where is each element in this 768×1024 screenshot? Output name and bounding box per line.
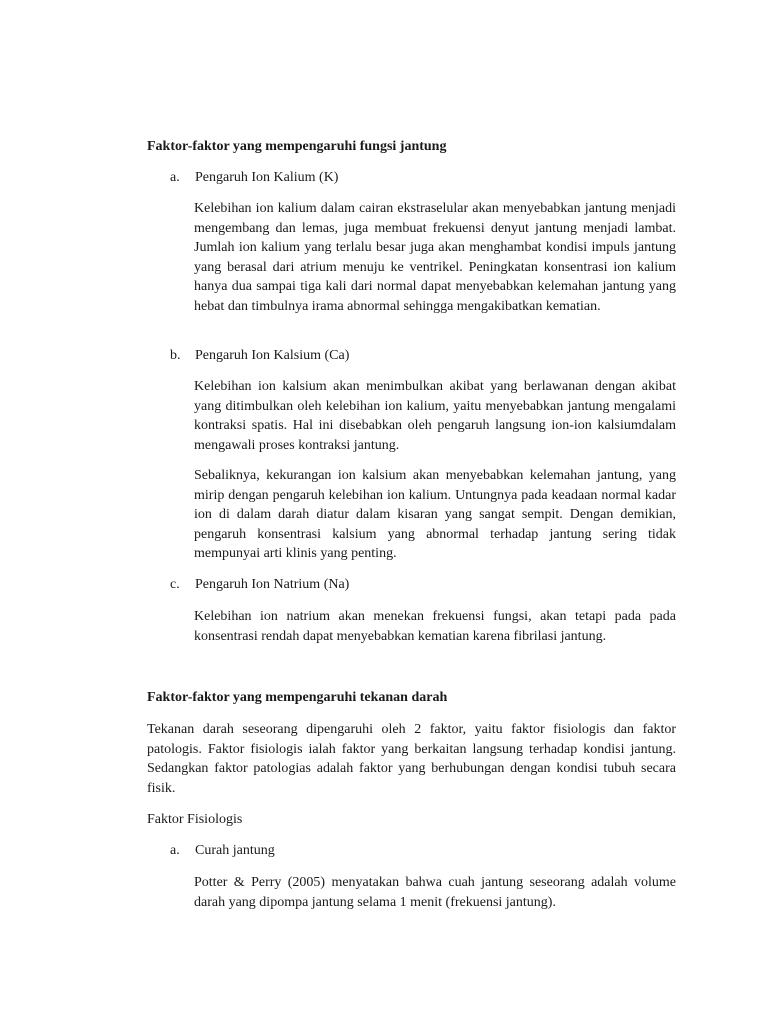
list-item-label: Curah jantung [195,843,275,858]
list-marker: b. [170,348,181,363]
list-marker: a. [170,843,180,858]
list-item-label: Pengaruh Ion Kalsium (Ca) [195,348,350,363]
list-item-label: Pengaruh Ion Natrium (Na) [195,577,350,592]
list-marker: c. [170,577,180,592]
paragraph-curah-jantung: Potter & Perry (2005) menyatakan bahwa cuah jantung seseorang adalah volume darah yang dipompa jantung selama 1 menit (frekuensi jantung). [194,875,676,910]
section-heading-fungsi-jantung: Faktor-faktor yang mempengaruhi fungsi jantung [147,139,447,154]
paragraph-tekanan-darah-intro: Tekanan darah seseorang dipengaruhi oleh 2 faktor, yaitu faktor fisiologis dan faktor patologis. Faktor fisiologis ialah faktor yang berkaitan langsung terhadap kondisi jantung. Sedangkan faktor patologias adalah faktor yang berhubungan dengan kondisi tubuh secara fisik. [147,722,676,796]
list-item-curah-jantung [170,841,470,861]
section-heading-tekanan-darah: Faktor-faktor yang mempengaruhi tekanan darah [147,690,448,705]
paragraph-kalsium-2: Sebaliknya, kekurangan ion kalsium akan menyebabkan kelemahan jantung, yang mirip dengan pengaruh kelebihan ion kalium. Untungnya pada keadaan normal kadar ion di dalam darah diatur dalam kisaran yang sangat sempit. Dengan demikian, pengaruh konsentrasi kalsium yang abnormal terhadap jantung sering tidak mempunyai arti klinis yang penting. [194,468,676,561]
paragraph-kalium: Kelebihan ion kalium dalam cairan ekstraselular akan menyebabkan jantung menjadi mengembang dan lemas, juga membuat frekuensi denyut jantung menjadi lambat. Jumlah ion kalium yang terlalu besar juga akan menghambat kondisi impuls jantung yang berasal dari atrium menuju ke ventrikel. Peningkatan konsentrasi ion kalium hanya dua sampai tiga kali dari normal dapat menyebabkan kelemahan jantung yang hebat dan timbulnya irama abnormal sehingga mengakibatkan kematian. [194,201,676,314]
paragraph-natrium: Kelebihan ion natrium akan menekan frekuensi fungsi, akan tetapi pada pada konsentrasi rendah dapat menyebabkan kematian karena fibrilasi jantung. [194,609,676,644]
list-item-label: Pengaruh Ion Kalium (K) [195,170,339,185]
list-marker: a. [170,170,180,185]
paragraph-kalsium-1: Kelebihan ion kalsium akan menimbulkan akibat yang berlawanan dengan akibat yang ditimbulkan oleh kelebihan ion kalium, yaitu menyebabkan jantung mengalami kontraksi spatis. Hal ini disebabkan oleh pengaruh langsung ion-ion kalsiumdalam mengawali proses kontraksi jantung. [194,379,676,453]
list-item-natrium [170,575,470,595]
list-item-kalium [170,168,470,188]
subheading-faktor-fisiologis: Faktor Fisiologis [147,812,243,827]
list-item-kalsium [170,346,470,366]
